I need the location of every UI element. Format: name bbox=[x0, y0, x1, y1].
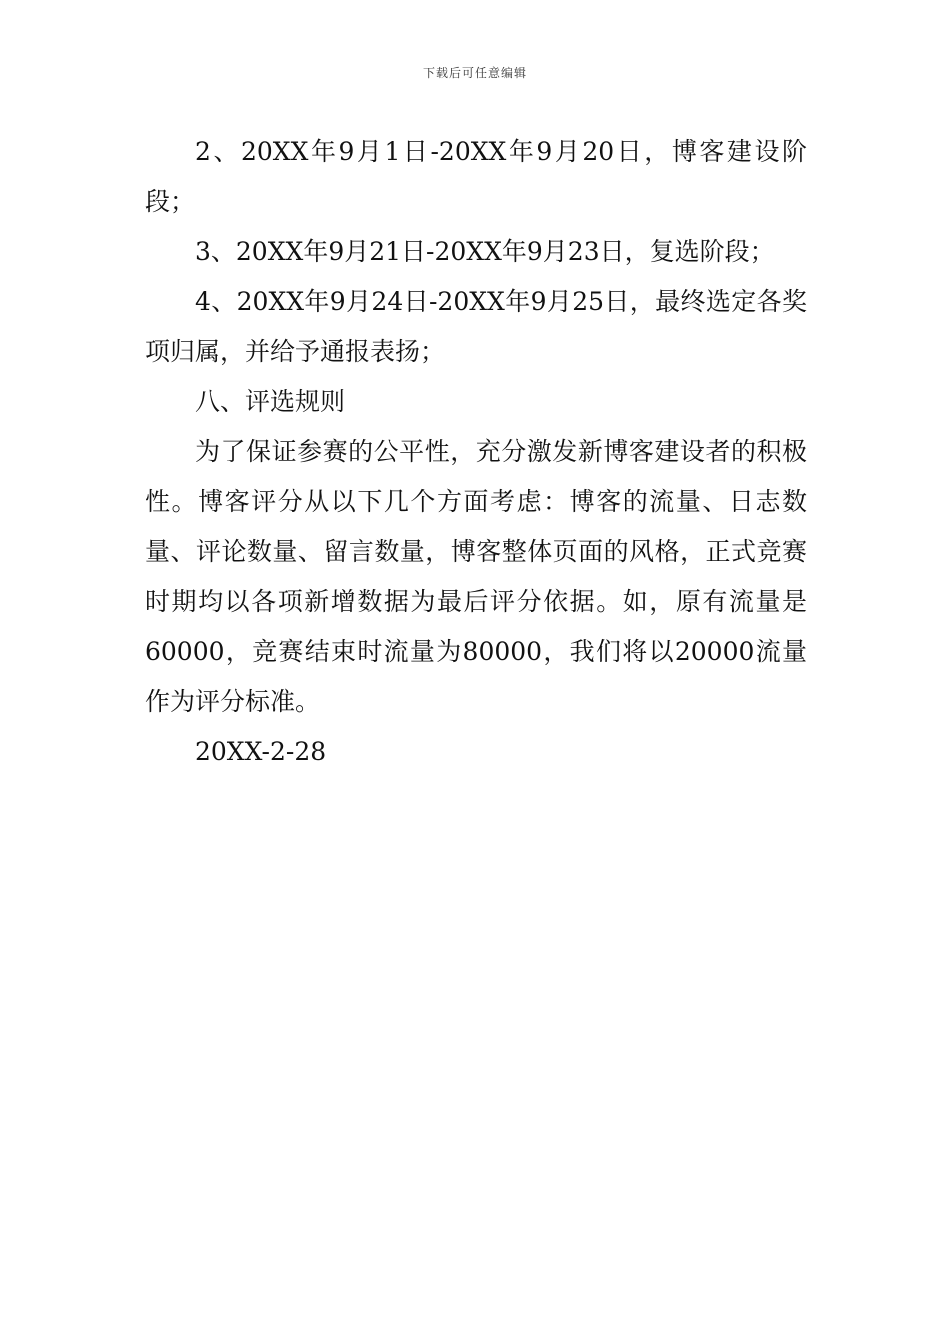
schedule-item-3: 3、20XX年9月21日-20XX年9月23日，复选阶段； bbox=[195, 237, 775, 266]
schedule-item-4: 4、20XX年9月24日-20XX年9月25日，最终选定各奖项归属，并给予通报表扬； bbox=[145, 287, 807, 366]
document-body bbox=[145, 127, 807, 777]
page-header: 下载后可任意编辑 bbox=[422, 66, 527, 80]
schedule-item-2: 2、20XX年9月1日-20XX年9月20日，博客建设阶段； bbox=[145, 137, 807, 216]
document-date: 20XX-2-28 bbox=[195, 737, 327, 766]
rules-paragraph: 为了保证参赛的公平性，充分激发新博客建设者的积极性。博客评分从以下几个方面考虑：博客的流量、日志数量、评论数量、留言数量，博客整体页面的风格，正式竞赛时期均以各项新增数据为最后评分依据。如，原有流量是60000，竞赛结束时流量为80000，我们将以20000流量作为评分标准。 bbox=[145, 437, 807, 716]
section-heading-rules: 八、评选规则 bbox=[195, 387, 346, 416]
